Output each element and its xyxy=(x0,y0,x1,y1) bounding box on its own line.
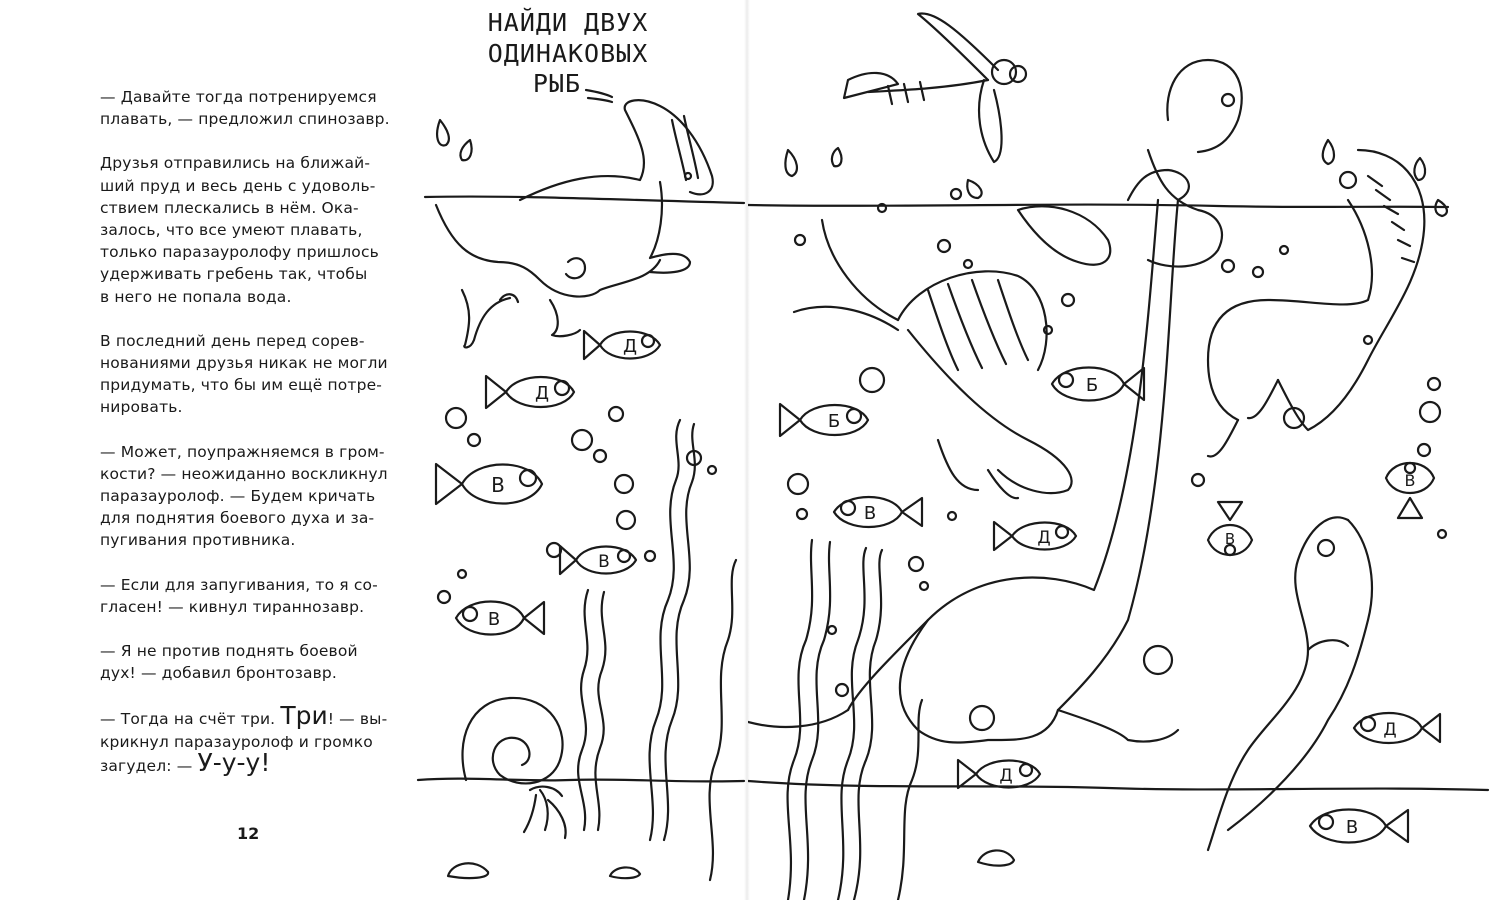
text-line: в него не попала вода. xyxy=(100,287,292,306)
text-line: ший пруд и весь день с удоволь- xyxy=(100,176,376,195)
spinosaurus-drawing xyxy=(794,220,1072,498)
fish-drawing xyxy=(1208,502,1252,555)
title-line: РЫБ xyxy=(532,69,582,98)
fish-letter: Д xyxy=(1037,528,1051,548)
splash-drop-icon xyxy=(1323,140,1334,164)
fish-drawing xyxy=(456,602,544,635)
snail-drawing xyxy=(463,698,566,838)
fish-drawing xyxy=(1354,713,1440,743)
fish-letter: Д xyxy=(534,383,550,404)
fish-group-right xyxy=(780,368,1440,843)
text-line: пугивания противника. xyxy=(100,531,296,550)
text-line: — Я не против поднять боевой xyxy=(100,642,358,661)
fish-letter: В xyxy=(1404,471,1416,490)
seaweed-drawing xyxy=(578,420,736,880)
waterline xyxy=(425,197,744,203)
fish-letter: Д xyxy=(622,336,638,357)
fish-letter: В xyxy=(487,609,501,630)
text-line: нованиями друзья никак не могли xyxy=(100,354,388,373)
page-number: 12 xyxy=(237,824,260,843)
splash-drop-icon xyxy=(967,180,981,198)
splash-drop-icon xyxy=(460,140,471,160)
fish-group-left xyxy=(436,331,660,635)
pebble-drawing xyxy=(448,863,488,878)
splash-drop-icon xyxy=(785,150,797,176)
fish-letter: Б xyxy=(1085,375,1099,396)
illustration-right xyxy=(748,0,1499,900)
pebble-drawing xyxy=(978,850,1014,865)
pebble-drawing xyxy=(610,867,640,878)
fish-letter: Д xyxy=(1383,720,1397,740)
shout-word: Три xyxy=(280,701,328,731)
title-line: ОДИНАКОВЫХ xyxy=(487,39,649,68)
text-line: плавать, — предложил спинозавр. xyxy=(100,110,390,129)
brontosaurus-drawing xyxy=(748,170,1189,743)
dragonfly-drawing xyxy=(844,13,1026,162)
text-line: придумать, что бы им ещё потре- xyxy=(100,376,383,395)
text-line: только паразауролофу пришлось xyxy=(100,243,379,262)
text-line: залось, что все умеют плавать, xyxy=(100,221,363,240)
splash-drop-icon xyxy=(1414,158,1425,180)
fish-letter: Д xyxy=(999,766,1013,786)
parasaurolophus-drawing xyxy=(436,100,713,347)
fish-letter: В xyxy=(863,503,877,524)
text-line: гласен! — кивнул тираннозавр. xyxy=(100,597,365,616)
text-line: Друзья отправились на ближай- xyxy=(100,154,371,173)
fish-drawing xyxy=(834,497,922,527)
fish-letter: В xyxy=(1345,817,1359,838)
fish-drawing xyxy=(958,760,1040,788)
fish-drawing xyxy=(1052,368,1144,401)
fish-drawing xyxy=(1310,810,1408,843)
text-line: для поднятия боевого духа и за- xyxy=(100,509,375,528)
fish-drawing xyxy=(436,464,542,504)
text-line: — Может, поупражняемся в гром- xyxy=(100,442,385,461)
puzzle-title xyxy=(463,8,673,99)
illustration-left xyxy=(0,0,748,900)
fish-letter: В xyxy=(1224,530,1236,548)
text-line: загудел: — xyxy=(100,756,198,775)
fish-letter: Б xyxy=(827,411,841,432)
text-line: ствием плескались в нём. Ока- xyxy=(100,198,359,217)
fish-drawing xyxy=(780,404,868,436)
small-dino-drawing xyxy=(1018,60,1242,267)
shout-sound: У-у-у! xyxy=(197,747,271,777)
waterline xyxy=(748,205,1448,207)
fish-drawing xyxy=(994,522,1076,550)
text-line: — Тогда на счёт три. xyxy=(100,710,281,729)
splash-drop-icon xyxy=(832,148,842,166)
text-line: В последний день перед сорев- xyxy=(100,331,365,350)
fish-drawing xyxy=(1386,463,1434,518)
tyrannosaurus-drawing xyxy=(1208,150,1424,457)
fish-letter: В xyxy=(491,473,505,497)
text-line: удерживать гребень так, чтобы xyxy=(100,265,368,284)
fish-drawing xyxy=(486,376,574,408)
bubbles-drawing xyxy=(788,189,1446,696)
title-line: НАЙДИ ДВУХ xyxy=(487,8,649,37)
fish-drawing xyxy=(560,546,636,574)
fish-drawing xyxy=(584,331,660,359)
text-line: — Если для запугивания, то я со- xyxy=(100,575,378,594)
seaweed-drawing xyxy=(788,540,922,900)
splash-drop-icon xyxy=(437,120,449,145)
text-line: кости? — неожиданно воскликнул xyxy=(100,464,388,483)
text-line: ! — вы- xyxy=(327,710,388,729)
text-line: — Давайте тогда потренируемся xyxy=(100,88,377,106)
text-line: нировать. xyxy=(100,398,183,417)
dino-bottom-right-drawing xyxy=(1208,517,1372,850)
text-line: крикнул паразауролоф и громко xyxy=(100,732,373,751)
text-line: паразауролоф. — Будем кричать xyxy=(100,487,376,506)
text-line: дух! — добавил бронтозавр. xyxy=(100,664,337,683)
fish-letter: В xyxy=(598,552,610,572)
